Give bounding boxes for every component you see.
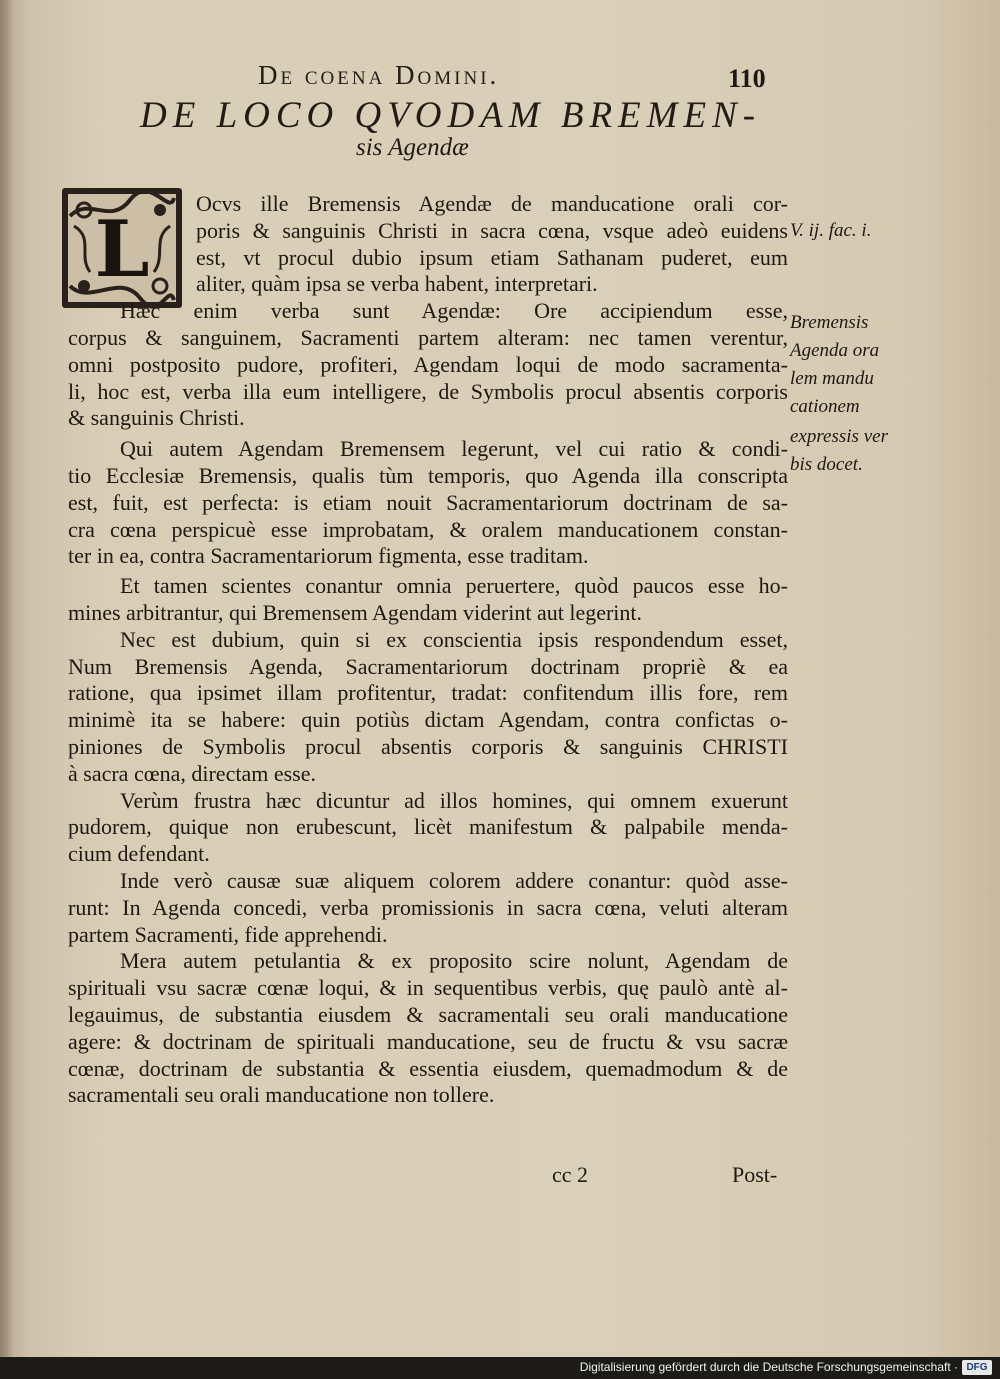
ornamental-initial-graphic bbox=[60, 186, 184, 310]
text-line: Nec est dubium, quin si ex conscientia ipsis respondendum esset, bbox=[120, 627, 788, 652]
margin-note: Bremensis bbox=[790, 312, 869, 333]
text-line: legauimus, de substantia eiusdem & sacramentali seu orali manducatione bbox=[68, 1002, 788, 1027]
text-line: Num Bremensis Agenda, Sacramentariorum doctrinam propriè & ea bbox=[68, 654, 788, 679]
text-line: piniones de Symbolis procul absentis corporis & sanguinis CHRISTI bbox=[68, 734, 788, 759]
text-line: pudorem, quique non erubescunt, licèt manifestum & palpabile menda- bbox=[68, 814, 788, 839]
text-line: Verùm frustra hæc dicuntur ad illos homines, qui omnem exuerunt bbox=[120, 788, 788, 813]
text-line: est, vt procul dubio ipsum etiam Sathanam puderet, eum bbox=[196, 245, 788, 270]
text-line: spirituali vsu sacræ cœnæ loqui, & in sequentibus verbis, quę paulò antè al- bbox=[68, 975, 788, 1000]
text-line: Qui autem Agendam Bremensem legerunt, vel cui ratio & condi- bbox=[120, 436, 788, 461]
text-line: poris & sanguinis Christi in sacra cœna, vsque adeò euidens bbox=[196, 218, 788, 243]
dfg-logo-icon: DFG bbox=[962, 1360, 992, 1375]
text-line: omni postposito pudore, profiteri, Agendam loqui de modo sacramenta- bbox=[68, 352, 788, 377]
catchword: Post- bbox=[732, 1162, 778, 1187]
footer-bar bbox=[0, 1357, 1000, 1379]
margin-note: expressis ver bbox=[790, 426, 888, 447]
text-line: cium defendant. bbox=[68, 841, 210, 866]
text-line: sacramentali seu orali manducatione non tollere. bbox=[68, 1082, 495, 1107]
text-line: ter in ea, contra Sacramentariorum figmenta, esse traditam. bbox=[68, 543, 589, 568]
text-line: corpus & sanguinem, Sacramenti partem alteram: nec tamen verentur, bbox=[68, 325, 788, 350]
text-line: cra cœna perspicuè esse improbatam, & oralem manducationem constan- bbox=[68, 517, 788, 542]
text-line: Mera autem petulantia & ex proposito scire nolunt, Agendam de bbox=[120, 948, 788, 973]
margin-note: bis docet. bbox=[790, 454, 863, 475]
section-subheading: sis Agendæ bbox=[356, 134, 469, 161]
drop-cap-letter: L bbox=[94, 204, 150, 295]
text-line: Hæc enim verba sunt Agendæ: Ore accipiendum esse, bbox=[120, 298, 788, 323]
text-line: li, hoc est, verba illa eum intelligere, de Symbolis procul absentis corporis bbox=[68, 379, 788, 404]
text-line: à sacra cœna, directam esse. bbox=[68, 761, 316, 786]
gutter-shadow bbox=[0, 0, 14, 1357]
page-number: 110 bbox=[728, 64, 766, 93]
decorated-initial-icon bbox=[60, 186, 184, 310]
margin-note: Agenda ora bbox=[790, 340, 880, 361]
text-line: tio Ecclesiæ Bremensis, qualis tùm temporis, quo Agenda illa conscripta bbox=[68, 463, 788, 488]
text-line: ratione, qua ipsimet illam profitentur, tradat: confitendum illis fore, rem bbox=[68, 680, 788, 705]
signature-mark: cc 2 bbox=[552, 1162, 589, 1187]
text-line: Et tamen scientes conantur omnia peruertere, quòd paucos esse ho- bbox=[120, 573, 788, 598]
text-line: agere: & doctrinam de spirituali manducatione, seu de fructu & vsu sacræ bbox=[68, 1029, 788, 1054]
text-line: minimè ita se habere: quin potiùs dictam Agendam, contra confictas o- bbox=[68, 707, 788, 732]
running-head: De coena Domini. bbox=[258, 60, 500, 90]
text-line: & sanguinis Christi. bbox=[68, 405, 245, 430]
funding-notice: Digitalisierung gefördert durch die Deutsche Forschungsgemeinschaft · bbox=[579, 1360, 958, 1374]
text-line: est, fuit, est perfecta: is etiam nouit Sacramentariorum doctrinam de sa- bbox=[68, 490, 788, 515]
text-line: cœnæ, doctrinam de substantia & essentia eiusdem, quemadmodum & de bbox=[68, 1056, 788, 1081]
text-line: Inde verò causæ suæ aliquem colorem addere conantur: quòd asse- bbox=[120, 868, 788, 893]
text-line: Ocvs ille Bremensis Agendæ de manducatione orali cor- bbox=[196, 191, 788, 216]
margin-note: cationem bbox=[790, 396, 860, 417]
text-line: runt: In Agenda concedi, verba promissionis in sacra cœna, veluti alteram bbox=[68, 895, 788, 920]
text-line: aliter, quàm ipsa se verba habent, interpretari. bbox=[196, 271, 598, 296]
margin-note: V. ij. fac. i. bbox=[790, 220, 872, 241]
text-line: partem Sacramenti, fide apprehendi. bbox=[68, 922, 388, 947]
section-heading: DE LOCO QVODAM BREMEN- bbox=[140, 95, 762, 136]
margin-note: lem mandu bbox=[790, 368, 874, 389]
text-line: mines arbitrantur, qui Bremensem Agendam viderint aut legerint. bbox=[68, 600, 643, 625]
